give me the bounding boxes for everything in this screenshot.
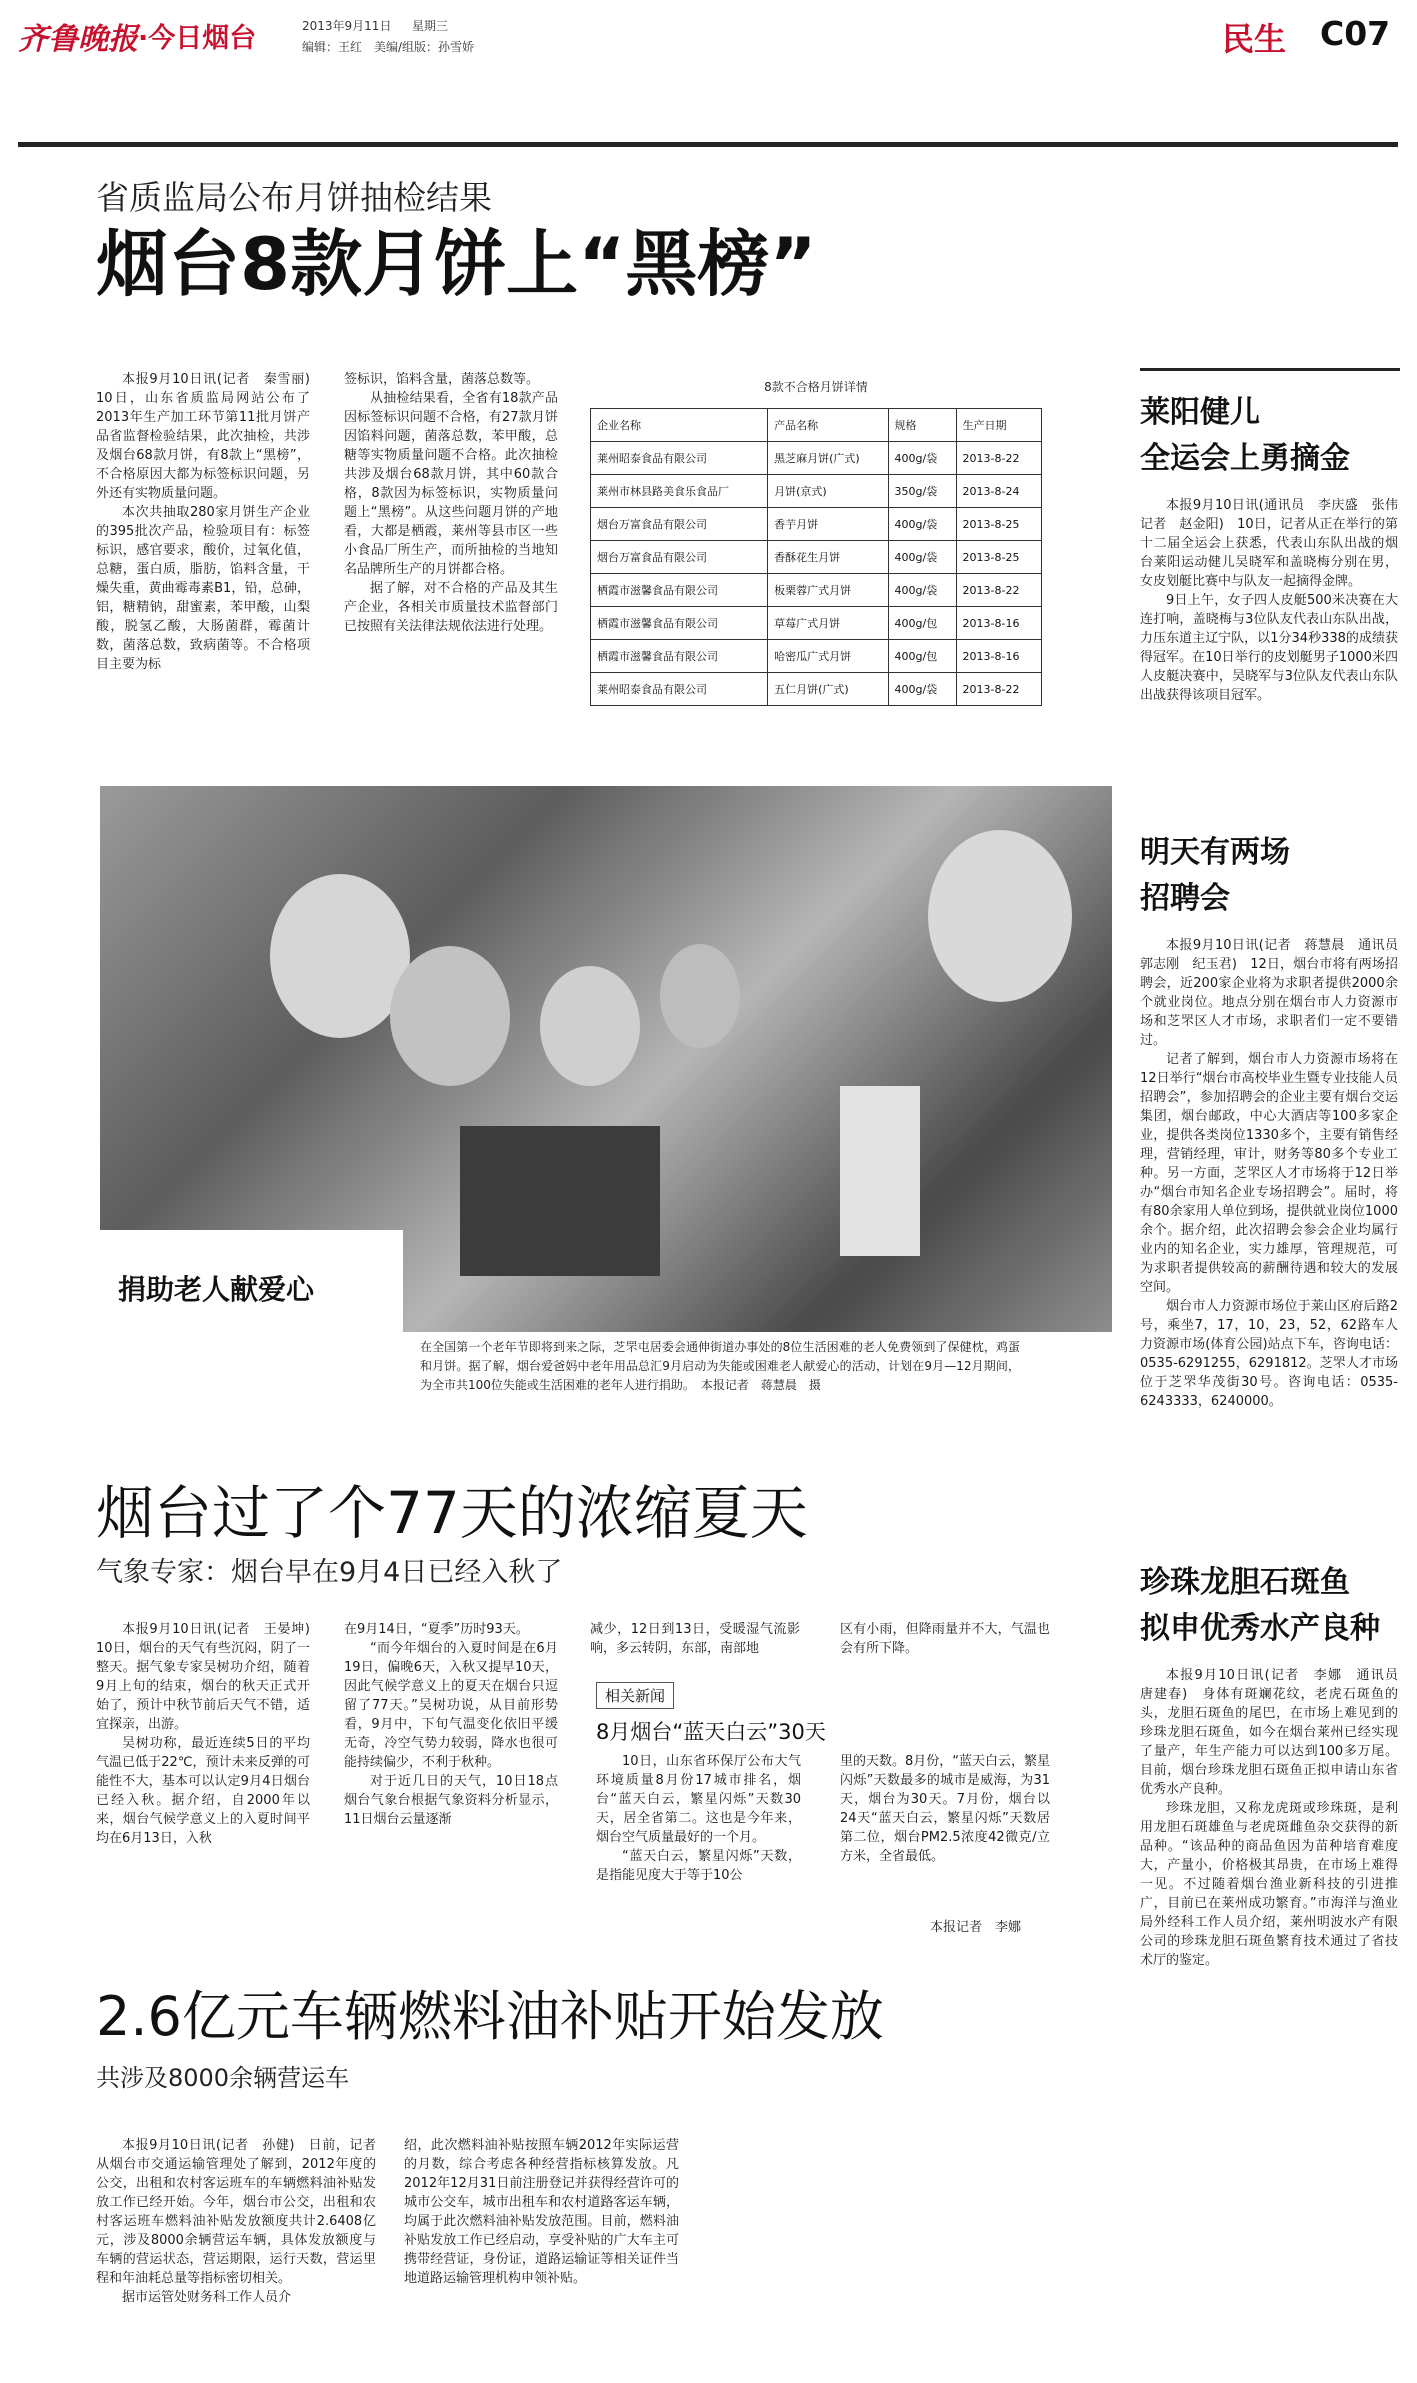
article2-subtitle: 气象专家：烟台早在9月4日已经入秋了: [96, 1557, 563, 1588]
photo-title-box: [100, 1230, 403, 1332]
column-header: 生产日期: [956, 409, 1041, 442]
editor-credits: 编辑：王红 美编/组版：孙雪娇: [302, 40, 475, 54]
table-cell: 烟台万富食品有限公司: [591, 508, 768, 541]
table-cell: 哈密瓜广式月饼: [768, 640, 888, 673]
article2-col3: [590, 1620, 800, 1678]
side1-title-line1: 莱阳健儿: [1140, 395, 1260, 430]
related-news-byline: 本报记者 李娜: [930, 1920, 1022, 1935]
paragraph: 本报9月10日讯(记者 孙健) 日前，记者从烟台市交通运输管理处了解到，2012年度的公交，出租和农村客运班车的车辆燃料油补贴发放工作已经开始。今年，烟台市公交，出租和农村客运班车燃料油补贴发放额度共计2.6408亿元，涉及8000余辆营运车辆，具体发放额度与车辆的营运状态，营运期限，运行天数，营运里程和年油耗总量等指标密切相关。: [96, 2138, 376, 2286]
table-cell: 栖霞市滋馨食品有限公司: [591, 607, 768, 640]
table-cell: 400g/袋: [888, 574, 956, 607]
paragraph: 本报9月10日讯(记者 李娜 通讯员 唐建春) 身体有斑斓花纹，老虎石斑鱼的头，龙胆石斑鱼的尾巴，在市场上难见到的珍珠龙胆石斑鱼，如今在烟台莱州已经实现了量产，年生产能力可以达到100多万尾。目前，烟台珍珠龙胆石斑鱼正拟申请山东省优秀水产良种。: [1140, 1668, 1412, 1797]
paragraph: 烟台市人力资源市场位于莱山区府后路2号，乘坐7，17，10，23，52，62路车人力资源市场(体育公园)站点下车，咨询电话：0535-6291255，6291812。芝罘人才市场位于芝罘华茂街30号。咨询电话：0535-6243333，6240000。: [1140, 1299, 1398, 1409]
table-row: [591, 574, 1042, 607]
paragraph: 本报9月10日讯(记者 蒋慧晨 通讯员 郭志刚 纪玉君) 12日，烟台市将有两场招聘会，近200家企业将为求职者提供2000余个就业岗位。地点分别在烟台市人力资源市场和芝罘区人才市场，求职者们一定不要错过。: [1140, 938, 1412, 1048]
article2-col4: [840, 1620, 1050, 1678]
article3-col2: [404, 2136, 679, 2372]
table-row: [591, 607, 1042, 640]
table-cell: 2013-8-22: [956, 574, 1041, 607]
table-cell: 香芋月饼: [768, 508, 888, 541]
article1-subtitle: 省质监局公布月饼抽检结果: [96, 178, 492, 217]
article2-title: 烟台过了个77天的浓缩夏天: [96, 1479, 808, 1547]
column-header: 产品名称: [768, 409, 888, 442]
related-news-col-a: [596, 1752, 801, 1952]
table-cell: 黑芝麻月饼(广式): [768, 442, 888, 475]
article3-col1: [96, 2136, 376, 2372]
related-news-title: 8月烟台“蓝天白云”30天: [596, 1720, 826, 1744]
table-cell: 400g/袋: [888, 508, 956, 541]
paragraph: 本报9月10日讯(记者 王晏坤) 10日，烟台的天气有些沉闷，阴了一整天。据气象专家吴树功介绍，随着9月上旬的结束，烟台的秋天正式开始了，预计中秋节前后天气不错，适宜探亲，出游。: [96, 1622, 324, 1732]
brand-logo: 齐鲁晚报: [18, 22, 138, 57]
table-cell: 草莓广式月饼: [768, 607, 888, 640]
paragraph: 里的天数。8月份，“蓝天白云，繁星闪烁”天数最多的城市是威海，为31天，烟台为30天。7月份，烟台以24天“蓝天白云，繁星闪烁”天数居第二位，烟台PM2.5浓度42微克/立方米，全省最低。: [840, 1754, 1051, 1864]
paragraph: 对于近几日的天气，10日18点烟台气象台根据气象资料分析显示，11日烟台云量逐渐: [344, 1774, 558, 1827]
article1-col2: [344, 370, 558, 722]
side3-title-line2: 拟申优秀水产良种: [1140, 1611, 1380, 1646]
table-cell: 月饼(京式): [768, 475, 888, 508]
table-row: [591, 673, 1042, 706]
paragraph: 区有小雨，但降雨量并不大，气温也会有所下降。: [840, 1622, 1050, 1656]
table-cell: 2013-8-22: [956, 442, 1041, 475]
paragraph: 本报9月10日讯(记者 秦雪丽) 10日，山东省质监局网站公布了2013年生产加工环节第11批月饼产品省监督检验结果，此次抽检，共涉及烟台68款月饼，有8款上“黑榜”，不合格原因大都为标签标识问题，另外还有实物质量问题。: [96, 372, 324, 501]
paragraph: 9日上午，女子四人皮艇500米决赛在大连打响，盖晓梅与3位队友代表山东队出战，力压东道主辽宁队，以1分34秒338的成绩获得冠军。在10日举行的皮划艇男子1000米四人皮艇决赛中，吴晓军与3位队友代表山东队出战获得该项目冠军。: [1140, 593, 1398, 703]
unqualified-mooncake-table: [590, 408, 1042, 706]
masthead: [0, 0, 1417, 70]
article1-title: 烟台8款月饼上“黑榜”: [96, 222, 817, 306]
table-cell: 400g/袋: [888, 541, 956, 574]
column-name: 民生: [1222, 20, 1287, 58]
table-cell: 2013-8-22: [956, 673, 1041, 706]
photo-caption: 在全国第一个老年节即将到来之际，芝罘屯居委会通伸街道办事处的8位生活困难的老人免费领到了保健枕，鸡蛋和月饼。据了解，烟台爱爸妈中老年用品总汇9月启动为失能或困难老人献爱心的活动，计划在9月—12月期间，为全市共100位失能或生活困难的老年人进行捐助。 本报记者 蒋慧晨 摄: [420, 1340, 1020, 1392]
table-cell: 400g/包: [888, 640, 956, 673]
table-cell: 400g/袋: [888, 673, 956, 706]
table-cell: 2013-8-16: [956, 640, 1041, 673]
related-news-tag: 相关新闻: [596, 1682, 674, 1709]
table-cell: 烟台万富食品有限公司: [591, 541, 768, 574]
article3-title: 2.6亿元车辆燃料油补贴开始发放: [96, 1985, 884, 2048]
table-cell: 五仁月饼(广式): [768, 673, 888, 706]
table-cell: 板栗蓉广式月饼: [768, 574, 888, 607]
table-cell: 350g/袋: [888, 475, 956, 508]
table-row: [591, 640, 1042, 673]
column-header: 企业名称: [591, 409, 768, 442]
side1-block: [1140, 390, 1412, 854]
paragraph: 10日，山东省环保厅公布大气环境质量8月份17城市排名，烟台“蓝天白云，繁星闪烁”天数30天，居全省第二。这也是今年来，烟台空气质量最好的一个月。: [596, 1754, 801, 1845]
side2-title-line2: 招聘会: [1140, 881, 1230, 916]
table-cell: 栖霞市滋馨食品有限公司: [591, 574, 768, 607]
side3-body: [1140, 1666, 1412, 2186]
paragraph: 据市运管处财务科工作人员介: [122, 2290, 292, 2305]
table-cell: 2013-8-25: [956, 508, 1041, 541]
sidebar-rule: [1140, 368, 1400, 371]
paragraph: “蓝天白云，繁星闪烁”天数，是指能见度大于等于10公: [596, 1849, 801, 1883]
paragraph: “而今年烟台的入夏时间是在6月19日，偏晚6天，入秋又提早10天，因此气候学意义上的夏天在烟台只逗留了77天。”吴树功说，从目前形势看，9月中，下旬气温变化依旧平缓无奇，冷空气势力较弱，降水也很可能持续偏少，不利于秋种。: [344, 1641, 558, 1770]
table-cell: 400g/袋: [888, 442, 956, 475]
issue-weekday: 星期三: [412, 19, 449, 33]
article2-col1: [96, 1620, 324, 1950]
table-row: [591, 442, 1042, 475]
side2-body: [1140, 936, 1412, 1576]
table-cell: 2013-8-25: [956, 541, 1041, 574]
side2-title-line1: 明天有两场: [1140, 835, 1290, 870]
paragraph: 绍，此次燃料油补贴按照车辆2012年实际运营的月数，综合考虑各种经营指标核算发放。凡2012年12月31日前注册登记并获得经营许可的城市公交车，城市出租车和农村道路客运车辆，均属于此次燃料油补贴发放范围。目前，燃料油补贴发放工作已经启动，享受补贴的广大车主可携带经营证，身份证，道路运输证等相关证件当地道路运输管理机构申领补贴。: [404, 2138, 679, 2286]
table-cell: 莱州昭泰食品有限公司: [591, 442, 768, 475]
news-photo: [100, 786, 1112, 1332]
table-row: [591, 541, 1042, 574]
table-row: [591, 508, 1042, 541]
photo-title: 捐助老人献爱心: [118, 1273, 315, 1306]
side1-title-line2: 全运会上勇摘金: [1140, 441, 1350, 476]
paragraph: 本次共抽取280家月饼生产企业的395批次产品，检验项目有：标签标识，感官要求，酸价，过氧化值，总糖，蛋白质，脂肪，馅料含量，干燥失重，黄曲霉毒素B1，铅，总砷，铝，糖精钠，甜蜜素，苯甲酸，山梨酸，脱氢乙酸，大肠菌群，霉菌计数，菌落总数，致病菌等。不合格项目主要为标: [96, 505, 310, 672]
table-cell: 2013-8-24: [956, 475, 1041, 508]
related-news-col-b: [840, 1752, 1050, 1912]
paragraph: 减少，12日到13日，受暖湿气流影响，多云转阴，东部，南部地: [590, 1622, 800, 1656]
table-cell: 栖霞市滋馨食品有限公司: [591, 640, 768, 673]
table-cell: 莱州市林县路美食乐食品厂: [591, 475, 768, 508]
paragraph: 记者了解到，烟台市人力资源市场将在12日举行“烟台市高校毕业生暨专业技能人员招聘会”，参加招聘会的企业主要有烟台交运集团，烟台邮政，中心大酒店等100多家企业，提供各类岗位1330多个，主要有销售经理，营销经理，审计，财务等80多个专业工种。另一方面，芝罘区人才市场将于12日举办“烟台市知名企业专场招聘会”。届时，将有80余家用人单位到场，提供就业岗位1000余个。据介绍，此次招聘会参会企业均属行业内的知名企业，实力雄厚，管理规范，可为求职者提供较高的薪酬待遇和较大的发展空间。: [1140, 1052, 1398, 1295]
table-cell: 400g/包: [888, 607, 956, 640]
side1-body: [1140, 496, 1412, 854]
paragraph: 在9月14日，“夏季”历时93天。: [344, 1622, 529, 1637]
column-header: 规格: [888, 409, 956, 442]
table-header-row: [591, 409, 1042, 442]
paragraph: 签标识，馅料含量，菌落总数等。: [344, 372, 540, 387]
issue-date: 2013年9月11日: [302, 19, 392, 33]
paragraph: 吴树功称，最近连续5日的平均气温已低于22℃，预计未来反弹的可能性不大，基本可以认定9月4日烟台已经入秋。据介绍，自2000年以来，烟台气候学意义上的入夏时间平均在6月13日，入秋: [96, 1736, 310, 1846]
paragraph: 珍珠龙胆，又称龙虎斑或珍珠斑，是利用龙胆石斑雄鱼与老虎斑雌鱼杂交获得的新品种。“该品种的商品鱼因为苗种培育难度大，产量小，价格极其昂贵，在市场上难得一见。不过随着烟台渔业新科技的引进推广，目前已在莱州成功繁育。”市海洋与渔业局外经科工作人员介绍，莱州明波水产有限公司的珍珠龙胆石斑鱼繁育技术通过了省技术厅的鉴定。: [1140, 1801, 1398, 1968]
paragraph: 据了解，对不合格的产品及其生产企业，各相关市质量技术监督部门已按照有关法律法规依法进行处理。: [344, 581, 558, 634]
table-cell: 香酥花生月饼: [768, 541, 888, 574]
side2-block: [1140, 830, 1412, 1576]
table-row: [591, 475, 1042, 508]
paragraph: 本报9月10日讯(通讯员 李庆盛 张伟 记者 赵金阳) 10日，记者从正在举行的第十二届全运会上获悉，代表山东队出战的烟台莱阳运动健儿吴晓军和盖晓梅分别在男，女皮划艇比赛中与队友一起摘得金牌。: [1140, 498, 1412, 589]
article1-col1: [96, 370, 324, 722]
header-rule: [18, 142, 1398, 147]
page-number: C07: [1320, 14, 1391, 53]
table-cell: 2013-8-16: [956, 607, 1041, 640]
table-caption: 8款不合格月饼详情: [764, 380, 868, 394]
side3-block: [1140, 1560, 1412, 2186]
paragraph: 从抽检结果看，全省有18款产品因标签标识问题不合格，有27款月饼因馅料问题，菌落总数，苯甲酸，总糖等实物质量问题不合格。此次抽检共涉及烟台68款月饼，其中60款合格，8款因为标签标识，实物质量问题上“黑榜”。从这些问题月饼的产地看，大都是栖霞，莱州等县市区一些小食品厂所生产，而所抽检的当地知名品牌所生产的月饼都合格。: [344, 391, 558, 577]
table-cell: 莱州昭泰食品有限公司: [591, 673, 768, 706]
article2-col2: [344, 1620, 558, 1950]
side3-title-line1: 珍珠龙胆石斑鱼: [1140, 1565, 1350, 1600]
section-name: ·今日烟台: [138, 23, 257, 54]
article3-subtitle: 共涉及8000余辆营运车: [96, 2064, 350, 2092]
